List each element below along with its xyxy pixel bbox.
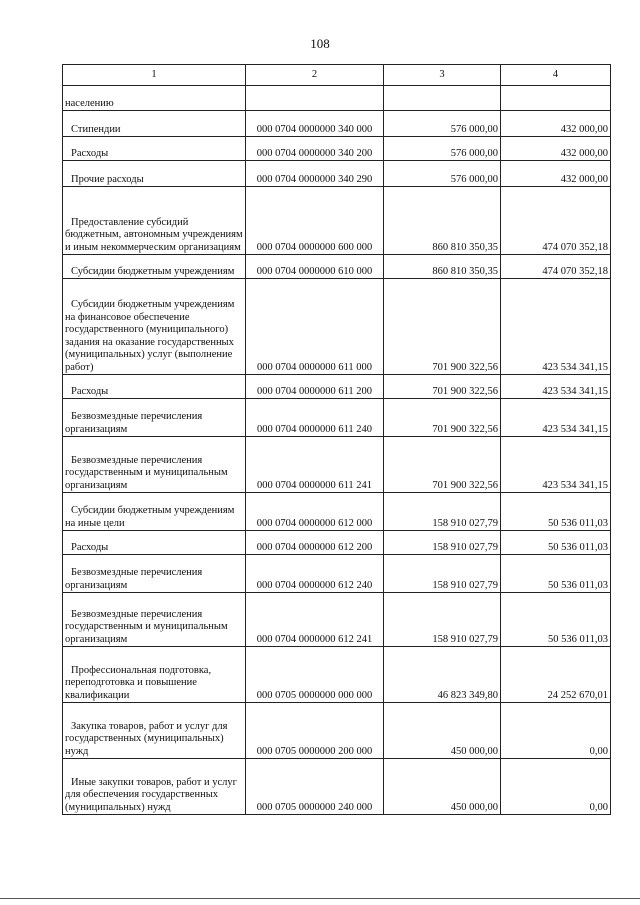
row-value-col3: 450 000,00 (384, 703, 501, 759)
column-header: 2 (246, 65, 384, 86)
row-name: Безвозмездные перечисления организациям (63, 399, 246, 437)
row-value-col3: 158 910 027,79 (384, 531, 501, 555)
row-value-col3 (384, 86, 501, 111)
row-value-col4: 474 070 352,18 (501, 255, 611, 279)
row-value-col3: 158 910 027,79 (384, 593, 501, 647)
table-row (63, 137, 611, 161)
row-code: 000 0704 0000000 612 241 (246, 593, 384, 647)
row-code: 000 0704 0000000 612 000 (246, 493, 384, 531)
row-value-col3: 158 910 027,79 (384, 493, 501, 531)
row-value-col4: 423 534 341,15 (501, 437, 611, 493)
row-code: 000 0704 0000000 340 200 (246, 137, 384, 161)
table-row (63, 703, 611, 759)
column-header: 1 (63, 65, 246, 86)
row-name: Закупка товаров, работ и услуг для государственных (муниципальных) нужд (63, 703, 246, 759)
row-value-col4: 423 534 341,15 (501, 279, 611, 375)
row-name: Безвозмездные перечисления государственным и муниципальным организациям (63, 437, 246, 493)
budget-table (62, 64, 611, 815)
row-value-col3: 701 900 322,56 (384, 375, 501, 399)
row-code: 000 0705 0000000 000 000 (246, 647, 384, 703)
page-number: 108 (310, 36, 330, 51)
row-name: Расходы (63, 137, 246, 161)
row-name: Безвозмездные перечисления государственным и муниципальным организациям (63, 593, 246, 647)
row-name: Субсидии бюджетным учреждениям на финансовое обеспечение государственного (муниципального) задания на оказание государственных (муниципальных) услуг (выполнение работ) (63, 279, 246, 375)
table-row (63, 437, 611, 493)
row-value-col3: 860 810 350,35 (384, 255, 501, 279)
row-value-col4: 24 252 670,01 (501, 647, 611, 703)
row-value-col3: 701 900 322,56 (384, 399, 501, 437)
row-value-col4: 0,00 (501, 703, 611, 759)
row-value-col3: 701 900 322,56 (384, 437, 501, 493)
table-row (63, 279, 611, 375)
row-value-col4: 432 000,00 (501, 111, 611, 137)
table-row (63, 375, 611, 399)
row-value-col4: 50 536 011,03 (501, 593, 611, 647)
row-value-col4: 474 070 352,18 (501, 187, 611, 255)
table-row (63, 493, 611, 531)
table-header-row (63, 65, 611, 86)
table-row (63, 161, 611, 187)
row-code: 000 0704 0000000 611 240 (246, 399, 384, 437)
row-name: Расходы (63, 531, 246, 555)
bottom-rule (0, 898, 640, 899)
row-value-col3: 576 000,00 (384, 137, 501, 161)
row-name: населению (63, 86, 246, 111)
row-value-col4: 423 534 341,15 (501, 399, 611, 437)
table-row (63, 187, 611, 255)
row-code: 000 0704 0000000 610 000 (246, 255, 384, 279)
row-value-col3: 158 910 027,79 (384, 555, 501, 593)
row-code: 000 0704 0000000 611 200 (246, 375, 384, 399)
row-name: Субсидии бюджетным учреждениям (63, 255, 246, 279)
row-value-col4: 423 534 341,15 (501, 375, 611, 399)
row-name: Профессиональная подготовка, переподготовка и повышение квалификации (63, 647, 246, 703)
row-value-col4: 50 536 011,03 (501, 555, 611, 593)
row-name: Расходы (63, 375, 246, 399)
table-row (63, 593, 611, 647)
table-row (63, 111, 611, 137)
table-row (63, 86, 611, 111)
row-code: 000 0704 0000000 612 200 (246, 531, 384, 555)
column-header: 4 (501, 65, 611, 86)
row-name: Субсидии бюджетным учреждениям на иные цели (63, 493, 246, 531)
row-value-col3: 576 000,00 (384, 161, 501, 187)
row-code: 000 0704 0000000 340 000 (246, 111, 384, 137)
table-row (63, 555, 611, 593)
row-value-col3: 46 823 349,80 (384, 647, 501, 703)
row-name: Стипендии (63, 111, 246, 137)
row-code: 000 0704 0000000 611 241 (246, 437, 384, 493)
row-value-col4: 50 536 011,03 (501, 493, 611, 531)
row-name: Безвозмездные перечисления организациям (63, 555, 246, 593)
row-value-col3: 701 900 322,56 (384, 279, 501, 375)
row-name: Иные закупки товаров, работ и услуг для обеспечения государственных (муниципальных) нужд (63, 759, 246, 815)
table-row (63, 759, 611, 815)
row-name: Прочие расходы (63, 161, 246, 187)
row-code (246, 86, 384, 111)
table-row (63, 531, 611, 555)
table-row (63, 399, 611, 437)
row-value-col3: 860 810 350,35 (384, 187, 501, 255)
row-code: 000 0705 0000000 200 000 (246, 703, 384, 759)
row-value-col4: 0,00 (501, 759, 611, 815)
row-code: 000 0704 0000000 612 240 (246, 555, 384, 593)
row-value-col4 (501, 86, 611, 111)
row-code: 000 0704 0000000 600 000 (246, 187, 384, 255)
row-value-col3: 576 000,00 (384, 111, 501, 137)
column-header: 3 (384, 65, 501, 86)
row-value-col4: 50 536 011,03 (501, 531, 611, 555)
row-code: 000 0704 0000000 340 290 (246, 161, 384, 187)
table-row (63, 255, 611, 279)
row-name: Предоставление субсидий бюджетным, автономным учреждениям и иным некоммерческим организациям (63, 187, 246, 255)
row-value-col4: 432 000,00 (501, 137, 611, 161)
row-value-col4: 432 000,00 (501, 161, 611, 187)
row-code: 000 0704 0000000 611 000 (246, 279, 384, 375)
table-body (63, 86, 611, 815)
row-code: 000 0705 0000000 240 000 (246, 759, 384, 815)
table-row (63, 647, 611, 703)
row-value-col3: 450 000,00 (384, 759, 501, 815)
